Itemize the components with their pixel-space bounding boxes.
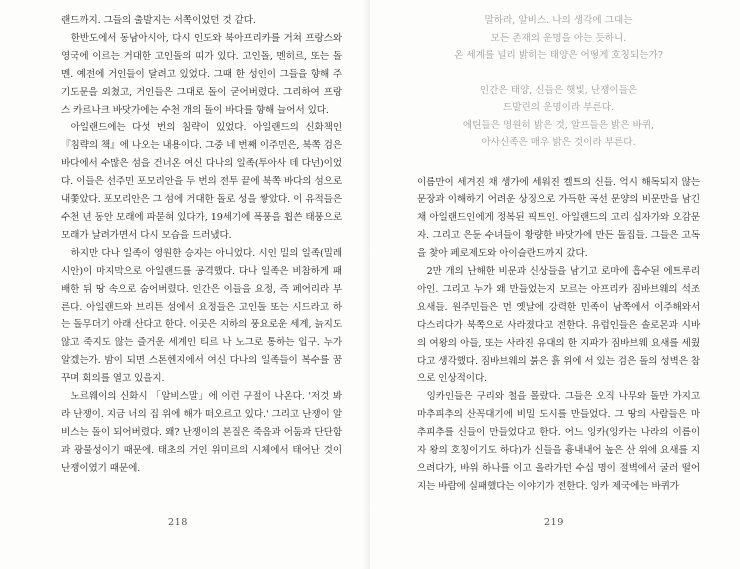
page-number: 219: [544, 517, 564, 528]
right-page-body: [417, 174, 700, 496]
right-page: [370, 0, 740, 569]
poem-line: 드발린의 운명이라 부른다.: [502, 102, 615, 113]
paragraph: 아일랜드에는 다섯 번의 침략이 있었다. 아일랜드의 신화책인 『침략의 책』에 나오는 내용이다. 그중 네 번째 이주민은, 북쪽 검은 바다에서 수많은 섬을 건너온 여신 다나의 일족(투아사 데 다넌)이었다. 이들은 선주민 포모리안을 두 번의 전투 끝에 북쪽 바다의 섬으로 내쫓았다. 포모리안은 그 섬에 거대한 돌로 성을 쌓았다. 이 유적들은 수천 년 동안 모래에 파묻혀 있다가, 19세기에 폭풍을 휩쓴 태풍으로 모래가 날려가면서 다시 모습을 드러냈다.: [61, 122, 342, 241]
poem-line: 모든 존재의 운명을 아는 듯하니.: [490, 32, 627, 44]
poem-line: 인간은 태양, 신들은 햇빛, 난쟁이들은: [479, 84, 638, 96]
paragraph: 하지만 다나 일족이 영원한 승자는 아니었다. 시인 밀의 일족(밀레시안)이 마지막으로 아일랜드를 공격했다. 다나 일족은 비참하게 패배한 뒤 땅 속으로 숨어버렸다. 인간은 이들을 요정, 즉 페어리라 부른다. 아일랜드와 브리튼 섬에서 요정들은 고인돌 또는 시드라고 하는 돌무더기 아래 산다고 한다. 이곳은 지하의 풍요로운 세계, 늙지도 않고 죽지도 않는 즐거운 세계인 티르 나 노그로 통하는 입구. 누가 알겠는가. 밤이 되면 스톤헨지에서 여신 다나의 일족들이 복수를 꿈꾸며 회의를 열고 있을지.: [61, 247, 342, 385]
page-number: 218: [168, 517, 188, 528]
paragraph: 랜드까지. 그들의 출발지는 서쪽이었던 것 같다.: [61, 15, 256, 26]
paragraph: 잉카인들은 구리와 철을 몰랐다. 그들은 오직 나무와 돌만 가지고 마추피추의 산꼭대기에 비밀 도시를 만들었다. 그 땅의 사람들은 마추피추를 신들이 만들었다고 한다. 어느 잉카(잉카는 나라의 이름이자 왕의 호칭이기도 하다)가 신들을 흉내내어 높은 산 위에 요새를 지으려다가, 바위 하나를 이고 올라가던 수십 명이 절벽에서 굴러 떨어지는 바람에 실패했다는 이야기가 전한다. 잉카 제국에는 바퀴가: [417, 391, 700, 492]
poem-stanza: [417, 12, 700, 65]
poem-line: 에틴들은 영원히 밝은 것, 알프들은 밝은 바퀴,: [462, 119, 655, 131]
paragraph: 노르웨이의 신화시 「알비스말」에 이런 구절이 나온다. '저것 봐라 난쟁이. 지금 너의 집 위에 해가 떠오르고 있다.' 그리고 난쟁이 알비스는 돌이 되어버렸다. 왜? 난쟁이의 본질은 죽음과 어둠과 단단함과 광물성이기 때문에. 태초의 거인 위미르의 시체에서 태어난 것이 난쟁이였기 때문에.: [61, 391, 342, 474]
paragraph: 이름만이 세겨진 채 생가에 세워진 켈트의 신들. 억시 해독되지 않는 문장과 이해하기 어려운 상징으로 가득한 곡선 문양의 비문만을 남긴 채 아일랜드인에게 정복된 픽트인. 아일랜드의 고리 십자가와 오감문자. 그리고 은둔 수녀들이 황량한 바닷가에 만든 돌집들. 그들은 고독을 찾아 페로제도와 아이슬란드까지 갔다.: [417, 176, 700, 260]
poem-stanza: [417, 82, 700, 152]
poem-line: 말하라, 알비스. 나의 생각에 그대는: [484, 15, 633, 26]
paragraph: 한반도에서 동남아시아, 다시 인도와 북아프리카를 거쳐 프랑스와 영국에 이르는 거대한 고인돌의 띠가 있다. 고인돌, 멘히르, 또는 돌멘. 예전에 거인들이 달려고 있었다. 그때 한 성인이 그들을 향해 주기도문을 외쳤고, 거인들은 그대로 돌이 굳어버렸다. 그리하여 프랑스 카르나크 바닷가에는 수천 개의 돌이 바다를 향해 늘어서 있다.: [61, 32, 342, 116]
poem-quote: [417, 12, 700, 152]
poem-line: 아사신족은 매우 밝은 것이라 부른다.: [481, 137, 636, 148]
poem-line: 온 세계를 널리 밝히는 태양은 어떻게 호칭되는가?: [454, 50, 663, 61]
left-page-body: [61, 12, 342, 478]
paragraph: 2만 개의 난해한 비문과 신상들을 남기고 로마에 흡수된 에트루리아인. 그리고 누가 왜 만들었는지 모르는 아프리카 짐바브웨의 석조요새들. 원주민들은 먼 옛날에 강력한 민족이 남쪽에서 이주해와서 다스리다가 북쪽으로 사라졌다고 전한다. 유럽인들은 솔로몬과 시바의 여왕의 아들, 또는 사라진 유대의 한 지파가 짐바브웨 요새를 세웠다고 생각했다. 짐바브웨의 붉은 흙 위에 서 있는 검은 돌의 성벽은 참으로 인상적이다.: [417, 266, 700, 385]
